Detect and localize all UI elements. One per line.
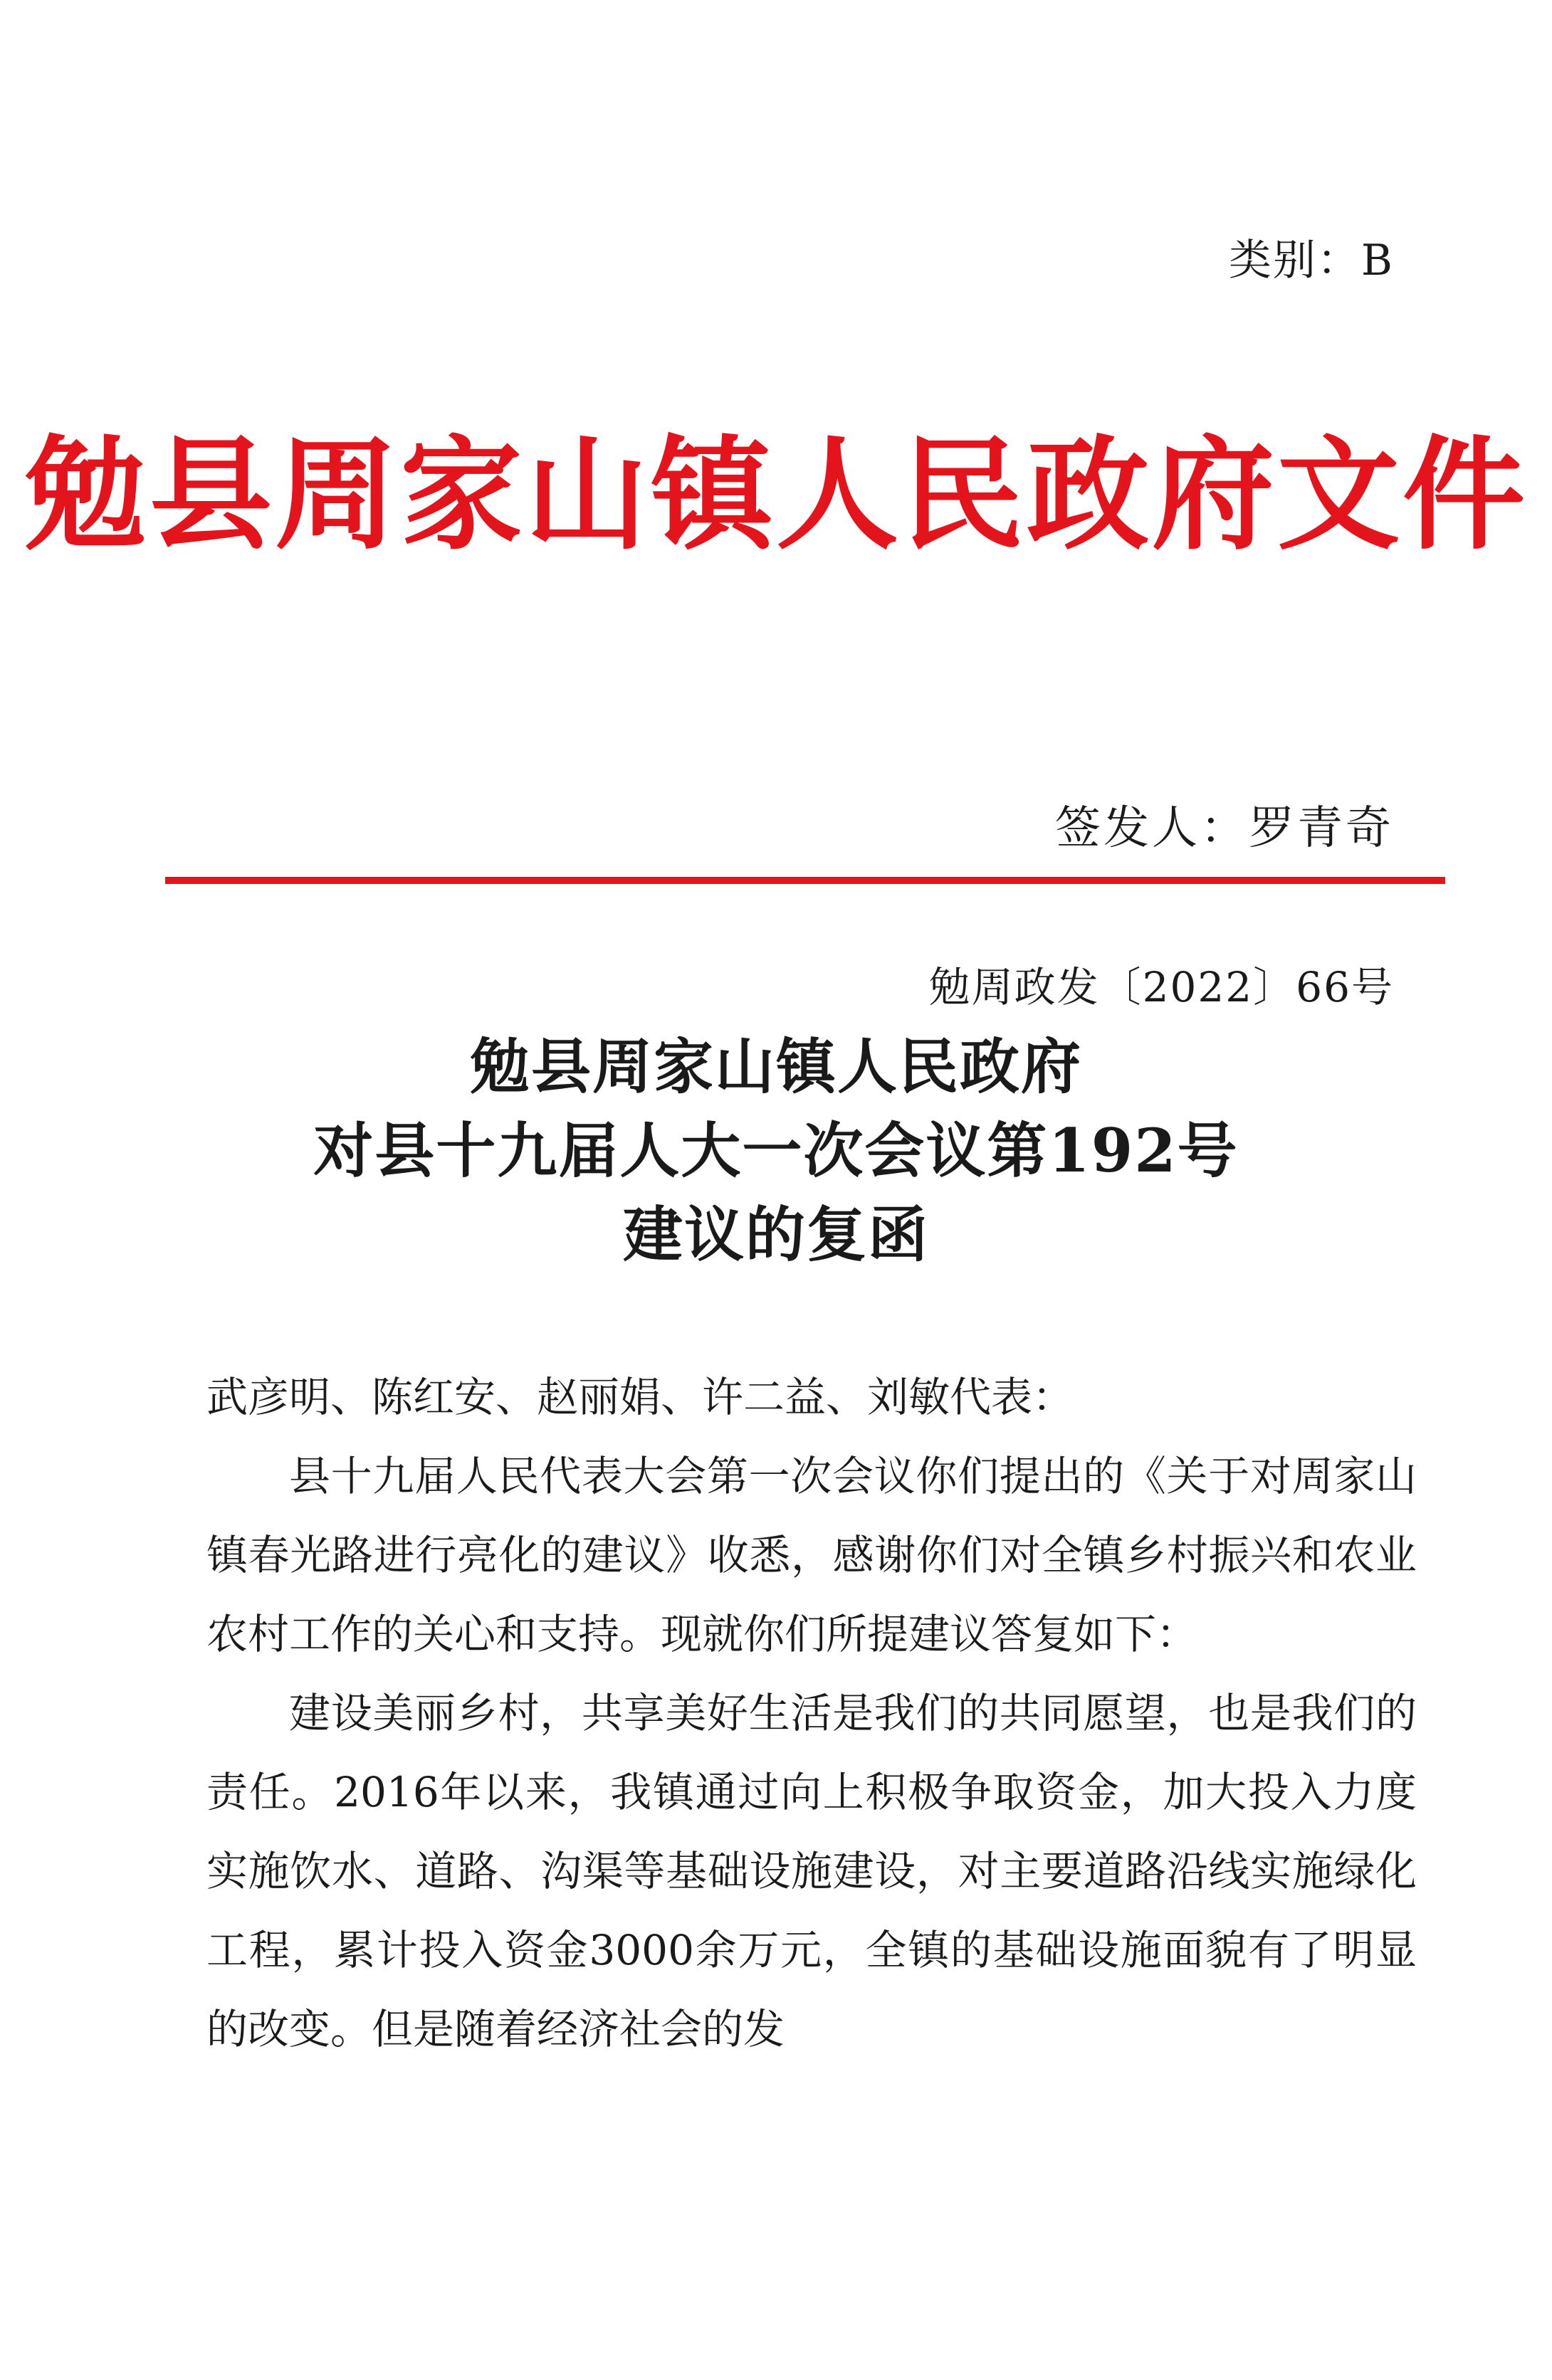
document-body <box>206 1358 1417 2069</box>
title-line-3: 建议的复函 <box>622 1199 929 1270</box>
body-paragraph: 县十九届人民代表大会第一次会议你们提出的《关于对周家山镇春光路进行亮化的建议》收悉，感谢你们对全镇乡村振兴和农业农村工作的关心和支持。现就你们所提建议答复如下： <box>206 1452 1417 1658</box>
title-line-2: 对县十九届人大一次会议第192号 <box>313 1115 1239 1186</box>
document-number: 勉周政发〔2022〕66号 <box>928 963 1394 1011</box>
salutation: 武彦明、陈红安、赵丽娟、许二益、刘敏代表： <box>206 1373 1074 1421</box>
title-line-1: 勉县周家山镇人民政府 <box>469 1031 1082 1102</box>
masthead-title: 勉县周家山镇人民政府文件 <box>24 423 1528 567</box>
red-divider-line <box>165 877 1445 884</box>
document-title <box>0 1025 1552 1277</box>
signer-label: 签发人：罗青奇 <box>1055 802 1394 855</box>
category-label: 类别：B <box>1228 236 1394 285</box>
body-paragraph: 建设美丽乡村，共享美好生活是我们的共同愿望，也是我们的责任。2016年以来，我镇通过向上积极争取资金，加大投入力度实施饮水、道路、沟渠等基础设施建设，对主要道路沿线实施绿化工程，累计投入资金3000余万元，全镇的基础设施面貌有了明显的改变。但是随着经济社会的发 <box>206 1689 1417 2053</box>
